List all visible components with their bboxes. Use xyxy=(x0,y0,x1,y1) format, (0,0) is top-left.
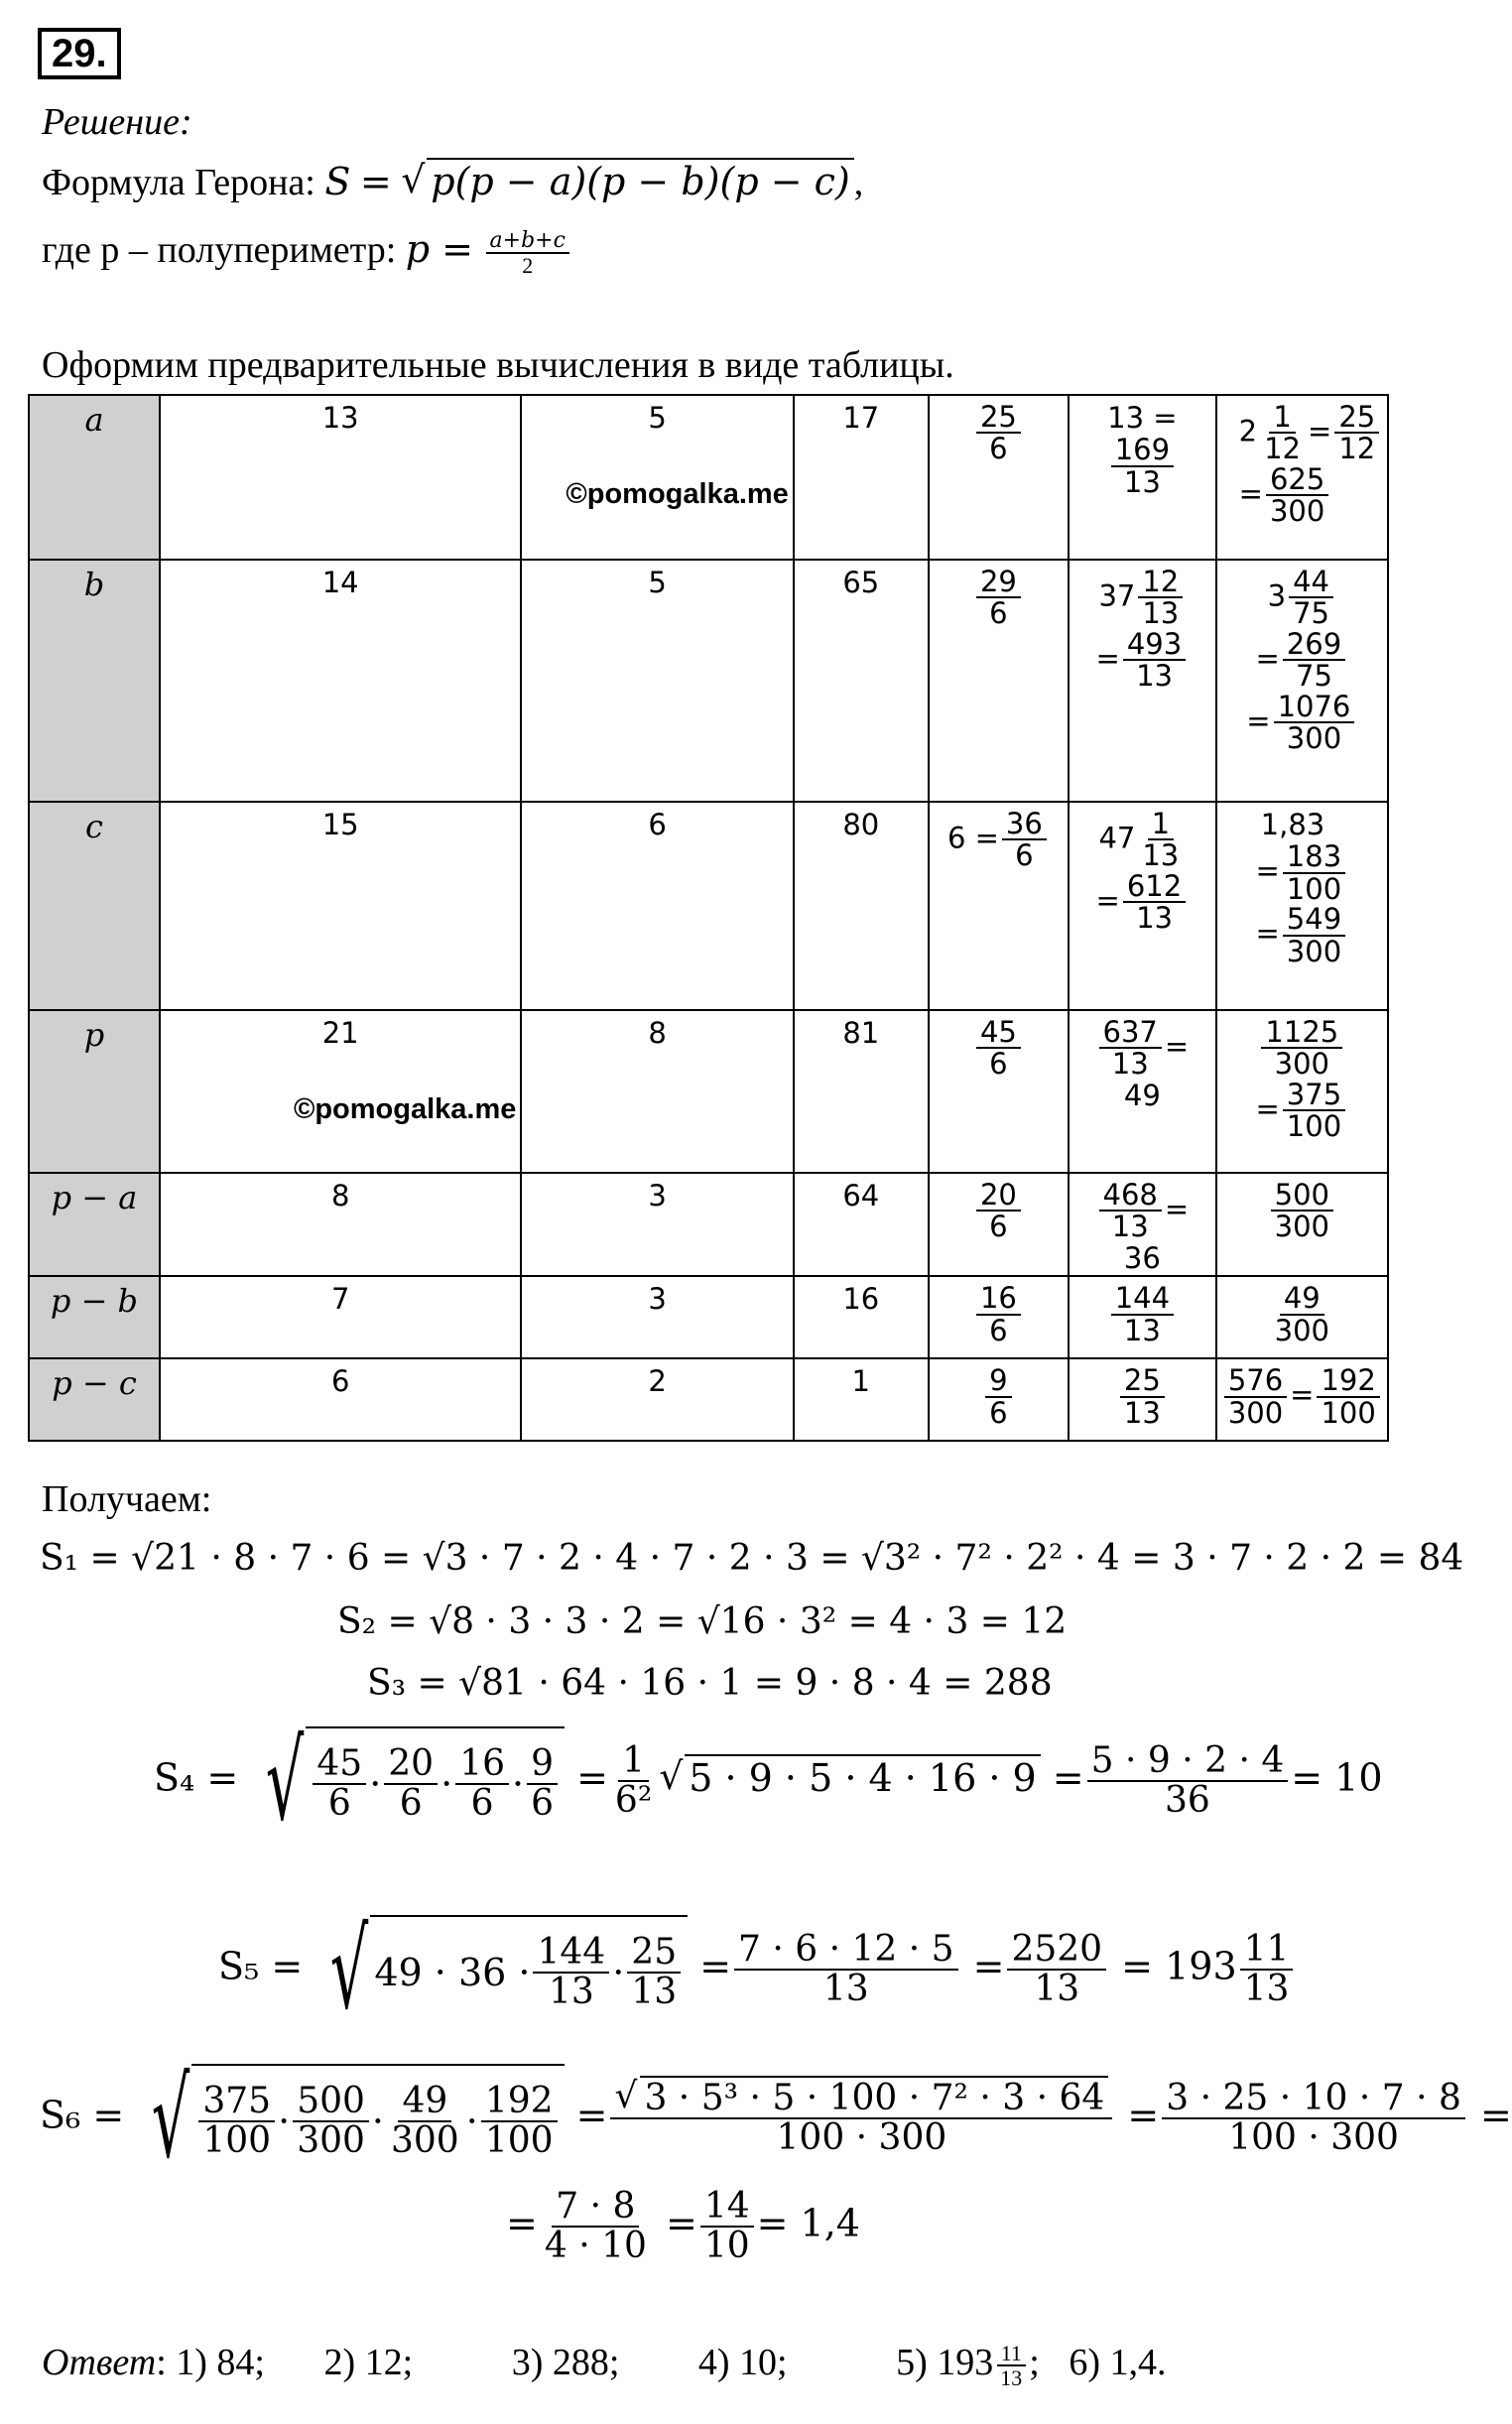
row-header-a: a xyxy=(29,395,160,560)
watermark: ©pomogalka.me xyxy=(566,478,789,511)
row-header-p-minus-b: p − b xyxy=(29,1276,160,1358)
cell: 6 xyxy=(521,802,793,1010)
cell: 1,83 = $\frac{183}{100}$ = $\frac{549}{300}$ xyxy=(1216,802,1388,1010)
eq-s6: S₆ = √ 375 100 · 500 300 · 49 300 · 192 100 = √ $\frac{\text{3 · 5³ · 5 · 100 · 7² · 3 · 64}}{100 \cdot 300}$ = $\frac{3 \cdot 25 \cdot 10 \cdot 7 \cdot 8}{100 \cdot 300}$ = xyxy=(40,2064,1512,2173)
cell: 64 xyxy=(794,1173,929,1276)
cell: $\frac{576}{300}$ = $\frac{192}{100}$ xyxy=(1216,1358,1388,1441)
solution-label: Решение: xyxy=(42,101,192,143)
cell: $\frac{16}{6}$ xyxy=(929,1276,1069,1358)
eq-s2: S₂ = √8 · 3 · 3 · 2 = √16 · 3² = 4 · 3 = 12 xyxy=(337,1601,1068,1642)
cell: 6 xyxy=(160,1358,521,1441)
cell: $\frac{29}{6}$ xyxy=(929,560,1069,802)
cell: 14 xyxy=(160,560,521,802)
cell: 6 = $\frac{36}{6}$ xyxy=(929,802,1069,1010)
eq-s6-cont: = $\frac{7 \cdot 8}{4 \cdot 10}$ = $\frac{14}{10}$ = 1,4 xyxy=(506,2186,860,2266)
cell: 37 $\frac{12}{13}$ = $\frac{493}{13}$ xyxy=(1069,560,1216,802)
result-intro: Получаем: xyxy=(42,1478,212,1520)
cell: 16 xyxy=(794,1276,929,1358)
watermark: ©pomogalka.me xyxy=(293,1093,517,1126)
cell: $\frac{468}{13}$ = 36 xyxy=(1069,1173,1216,1276)
cell: $\frac{637}{13}$ = 49 xyxy=(1069,1010,1216,1173)
cell: 17 xyxy=(794,395,929,560)
cell: $\frac{20}{6}$ xyxy=(929,1173,1069,1276)
cell: 13 = $\frac{169}{13}$ xyxy=(1069,395,1216,560)
eq-s4: S₄ = √ 45 6 · 20 6 · 16 6 · 9 6 = $\frac{1}{\text{6²}}$ √ 5 · 9 · 5 · 4 · 16 · 9 = $\frac{5 \cdot 9 \cdot 2 \cdot 4}{36}$ = 10 xyxy=(154,1726,1383,1836)
problem-number: 29. xyxy=(38,28,121,79)
cell: $\frac{9}{6}$ xyxy=(929,1358,1069,1441)
answer-line: Ответ: 1) 84; 2) 12; 3) 288; 4) 10; 5) 193 $\frac{11}{13}$ ; 6) 1,4. xyxy=(42,2341,1167,2391)
heron-line: Формула Герона: S = √ p(p − a)(p − b)(p − c) , xyxy=(42,159,863,205)
cell: 3 xyxy=(521,1173,793,1276)
eq-s5: S₅ = √ 49 · 36 · 144 13 · 25 13 = $\frac{7 \cdot 6 \cdot 12 \cdot 5}{13}$ = $\frac{2520}{13}$ = 193 $\frac{11}{13}$ xyxy=(218,1915,1296,2024)
row-header-c: c xyxy=(29,802,160,1010)
cell: 5 ©pomogalka.me xyxy=(521,395,793,560)
cell: 80 xyxy=(794,802,929,1010)
cell: 7 xyxy=(160,1276,521,1358)
semi-line: где p – полупериметр: p = $\frac{a+b+c}{2}$ xyxy=(42,226,572,277)
cell: 3 xyxy=(521,1276,793,1358)
row-header-p-minus-c: p − c xyxy=(29,1358,160,1441)
cell: 81 xyxy=(794,1010,929,1173)
cell: $\frac{144}{13}$ xyxy=(1069,1276,1216,1358)
cell: $\frac{45}{6}$ xyxy=(929,1010,1069,1173)
cell: 13 xyxy=(160,395,521,560)
cell: 2 $\frac{1}{12}$ = $\frac{25}{12}$ = $\frac{625}{300}$ xyxy=(1216,395,1388,560)
cell: $\frac{25}{13}$ xyxy=(1069,1358,1216,1441)
calc-table xyxy=(28,394,1389,1442)
cell: $\frac{1125}{300}$ = $\frac{375}{100}$ xyxy=(1216,1010,1388,1173)
eq-s1: S₁ = √21 · 8 · 7 · 6 = √3 · 7 · 2 · 4 · 7 · 2 · 3 = √3² · 7² · 2² · 4 = 3 · 7 · 2 · 2 = 84 xyxy=(40,1538,1464,1579)
row-header-p-minus-a: p − a xyxy=(29,1173,160,1276)
row-header-b: b xyxy=(29,560,160,802)
cell: 15 xyxy=(160,802,521,1010)
cell: 2 xyxy=(521,1358,793,1441)
cell: 5 xyxy=(521,560,793,802)
eq-s3: S₃ = √81 · 64 · 16 · 1 = 9 · 8 · 4 = 288 xyxy=(367,1663,1053,1704)
cell: $\frac{25}{6}$ xyxy=(929,395,1069,560)
table-intro: Оформим предварительные вычисления в виде таблицы. xyxy=(42,344,954,386)
row-header-p: p xyxy=(29,1010,160,1173)
cell: 1 xyxy=(794,1358,929,1441)
cell: 8 xyxy=(160,1173,521,1276)
cell: 47 $\frac{1}{13}$ = $\frac{612}{13}$ xyxy=(1069,802,1216,1010)
cell: $\frac{49}{300}$ xyxy=(1216,1276,1388,1358)
cell: 3 $\frac{44}{75}$ = $\frac{269}{75}$ = $\frac{1076}{300}$ xyxy=(1216,560,1388,802)
cell: 65 xyxy=(794,560,929,802)
cell: 21 ©pomogalka.me xyxy=(160,1010,521,1173)
cell: 8 xyxy=(521,1010,793,1173)
cell: $\frac{500}{300}$ xyxy=(1216,1173,1388,1276)
